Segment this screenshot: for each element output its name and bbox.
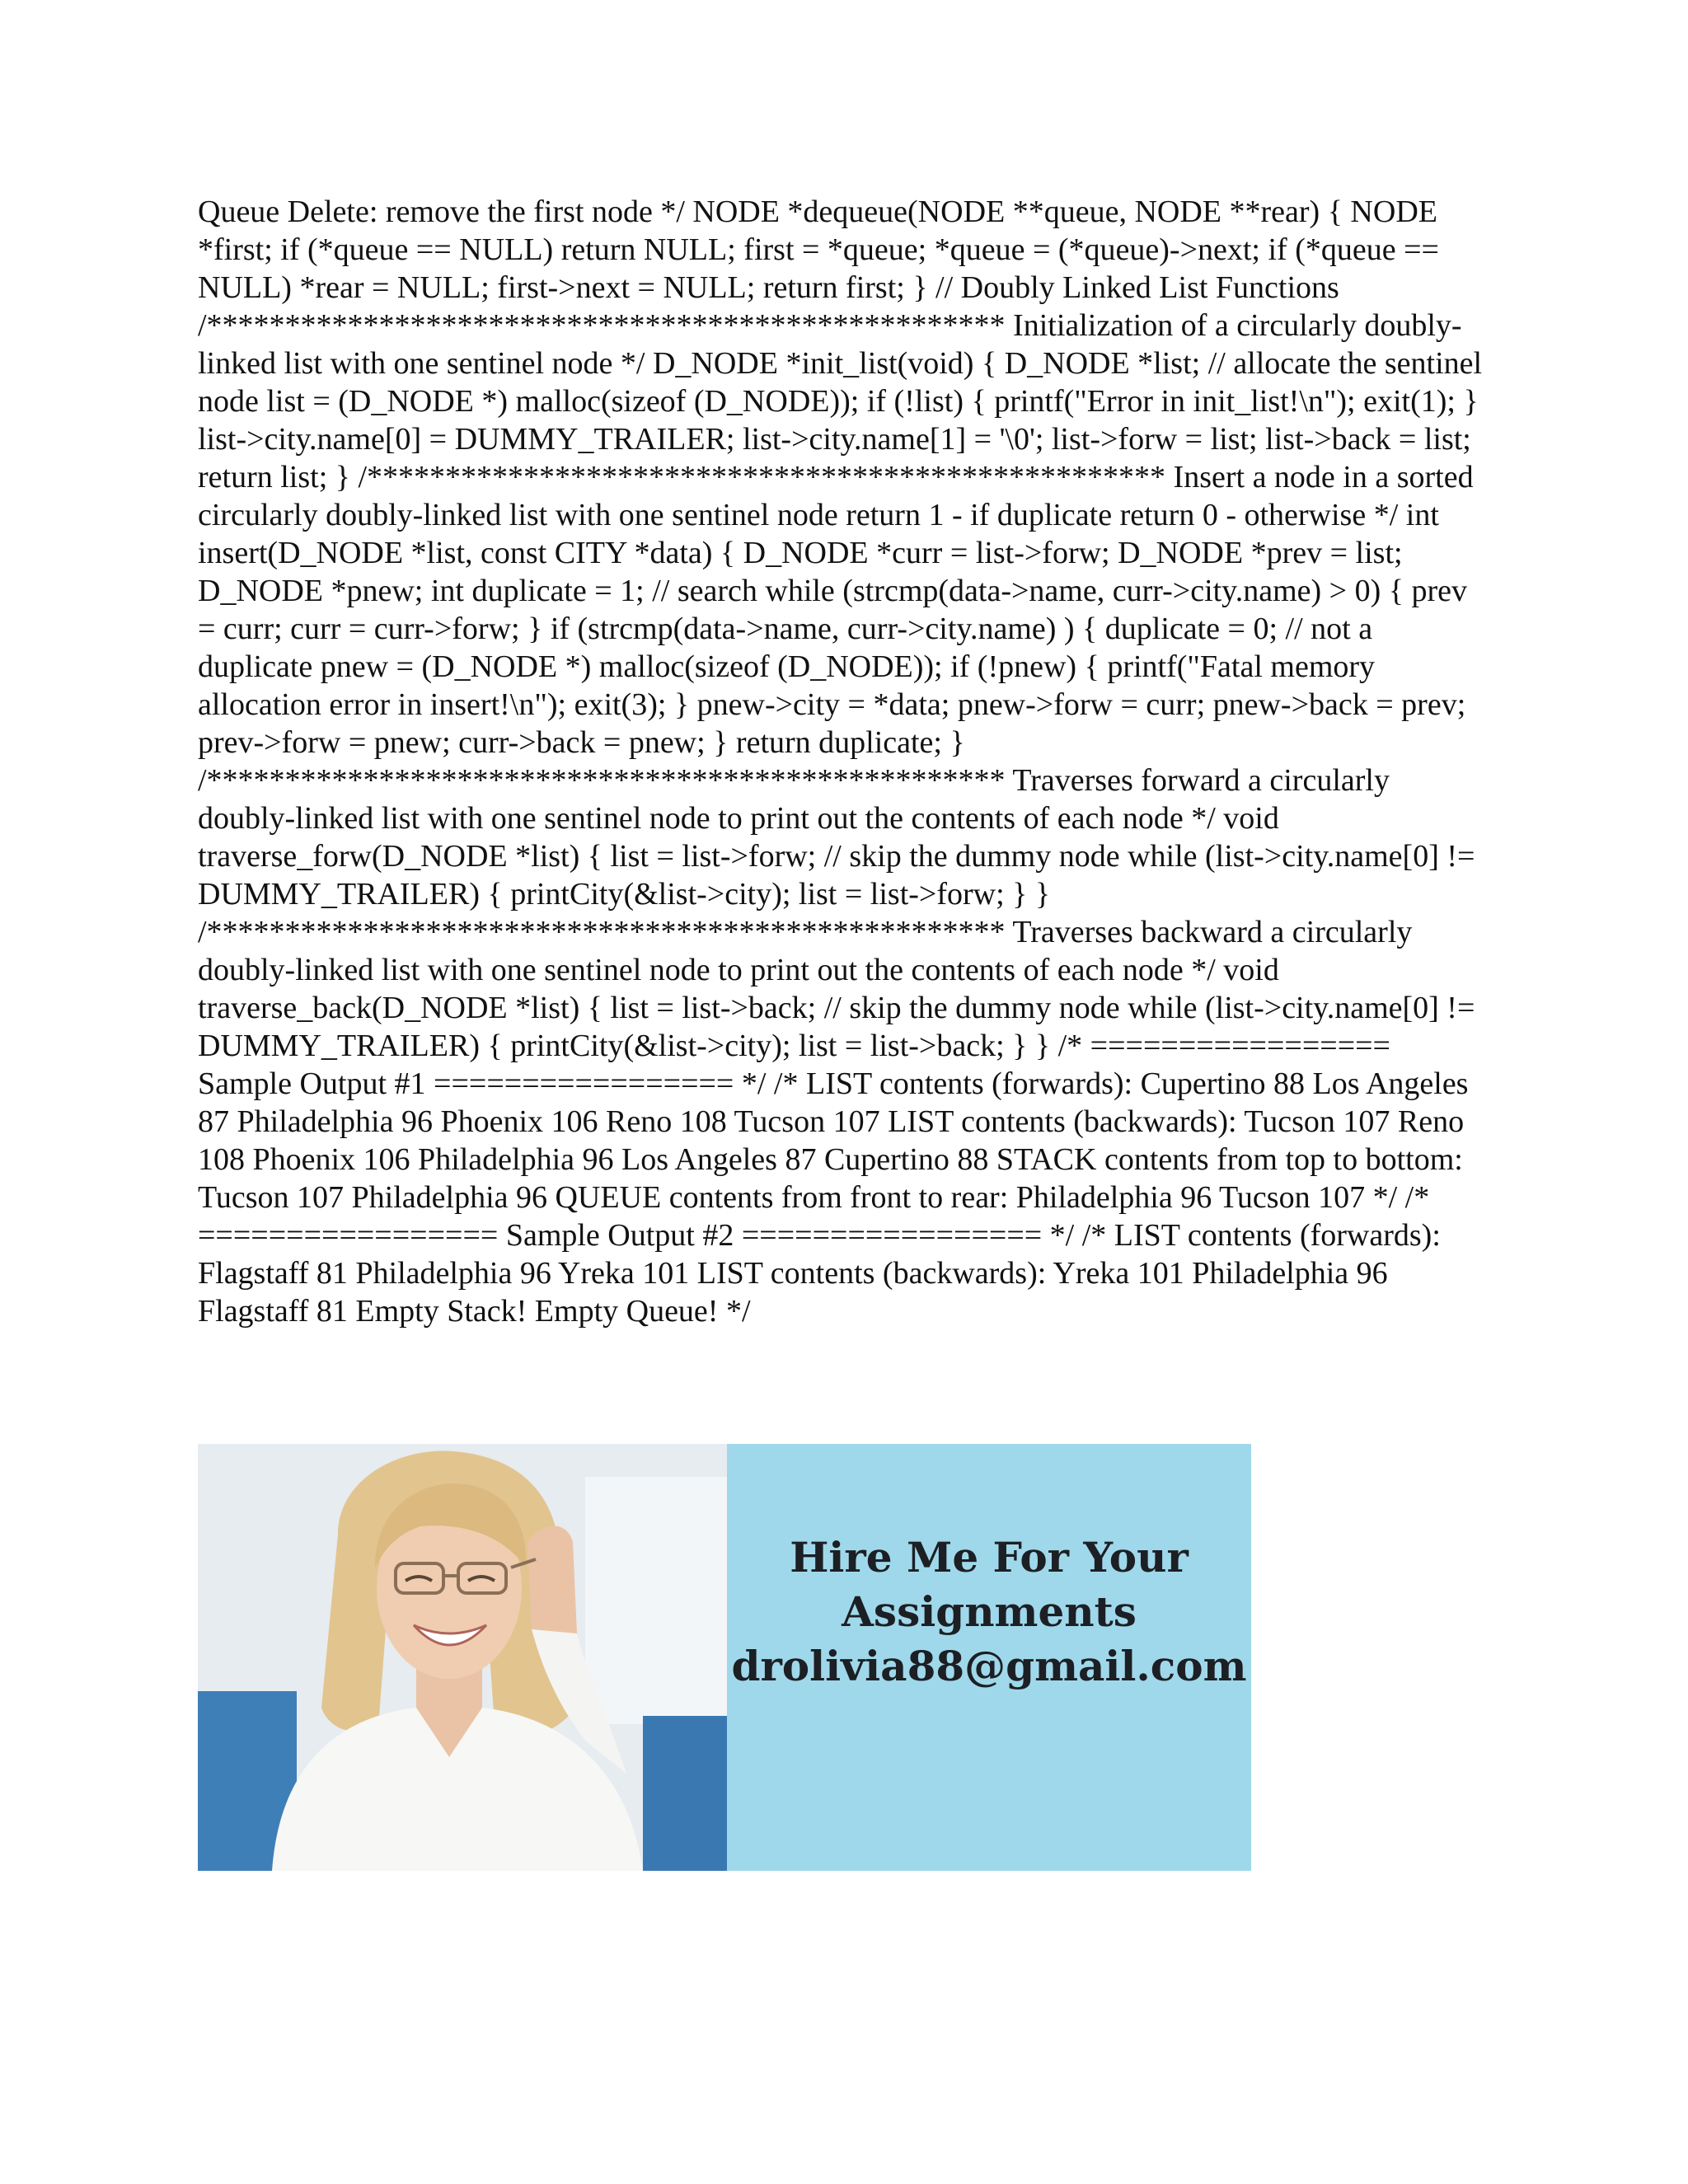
- ad-photo: [198, 1444, 727, 1871]
- ad-text: [731, 1530, 1246, 1694]
- ad-banner: [198, 1444, 1251, 1871]
- ad-line-assignments: Assignments: [842, 1587, 1137, 1636]
- document-body-text: Queue Delete: remove the first node */ NODE *dequeue(NODE **queue, NODE **rear) { NODE *first; if (*queue == NULL) return NULL; first = *queue; *queue = (*queue)->next; if (*queue == NULL) *rear = NULL; first->next = NULL; return first; } // Doubly Linked List Functions /*************************************************** Initialization of a circularly doubly-linked list with one sentinel node */ D_NODE *init_list(void) { D_NODE *list; // allocate the sentinel node list = (D_NODE *) malloc(sizeof (D_NODE)); if (!list) { printf("Error in init_list!\n"); exit(1); } list->city.name[0] = DUMMY_TRAILER; list->city.name[1] = '\0'; list->forw = list; list->back = list; return list; } /*************************************************** Insert a node in a sorted circularly doubly-linked list with one sentinel node return 1 - if duplicate return 0 - otherwise */ int insert(D_NODE *list, const CITY *data) { D_NODE *curr = list->forw; D_NODE *prev = list; D_NODE *pnew; int duplicate = 1; // search while (strcmp(data->name, curr->city.name) > 0) { prev = curr; curr = curr->forw; } if (strcmp(data->name, curr->city.name) ) { duplicate = 0; // not a duplicate pnew = (D_NODE *) malloc(sizeof (D_NODE)); if (!pnew) { printf("Fatal memory allocation error in insert!\n"); exit(3); } pnew->city = *data; pnew->forw = curr; pnew->back = prev; prev->forw = pnew; curr->back = pnew; } return duplicate; } /*************************************************** Traverses forward a circularly doubly-linked list with one sentinel node to print out the contents of each node */ void traverse_forw(D_NODE *list) { list = list->forw; // skip the dummy node while (list->city.name[0] != DUMMY_TRAILER) { printCity(&list->city); list = list->forw; } } /*************************************************** Traverses backward a circularly doubly-linked list with one sentinel node to print out the contents of each node */ void traverse_back(D_NODE *list) { list = list->back; // skip the dummy node while (list->city.name[0] != DUMMY_TRAILER) { printCity(&list->city); list = list->back; } } /* ================= Sample Output #1 ================= */ /* LIST contents (forwards): Cupertino 88 Los Angeles 87 Philadelphia 96 Phoenix 106 Reno 108 Tucson 107 LIST contents (backwards): Tucson 107 Reno 108 Phoenix 106 Philadelphia 96 Los Angeles 87 Cupertino 88 STACK contents from top to bottom: Tucson 107 Philadelphia 96 QUEUE contents from front to rear: Philadelphia 96 Tucson 107 */ /* ================= Sample Output #2 ================= */ /* LIST contents (forwards): Flagstaff 81 Philadelphia 96 Yreka 101 LIST contents (backwards): Yreka 101 Philadelphia 96 Flagstaff 81 Empty Stack! Empty Queue! */: [198, 194, 1483, 1329]
- woman-with-glasses-illustration: [198, 1444, 727, 1871]
- ad-text-panel: [727, 1444, 1251, 1871]
- ad-line-hire-me: Hire Me For Your: [790, 1533, 1189, 1582]
- ad-line-email: drolivia88@gmail.com: [731, 1642, 1247, 1690]
